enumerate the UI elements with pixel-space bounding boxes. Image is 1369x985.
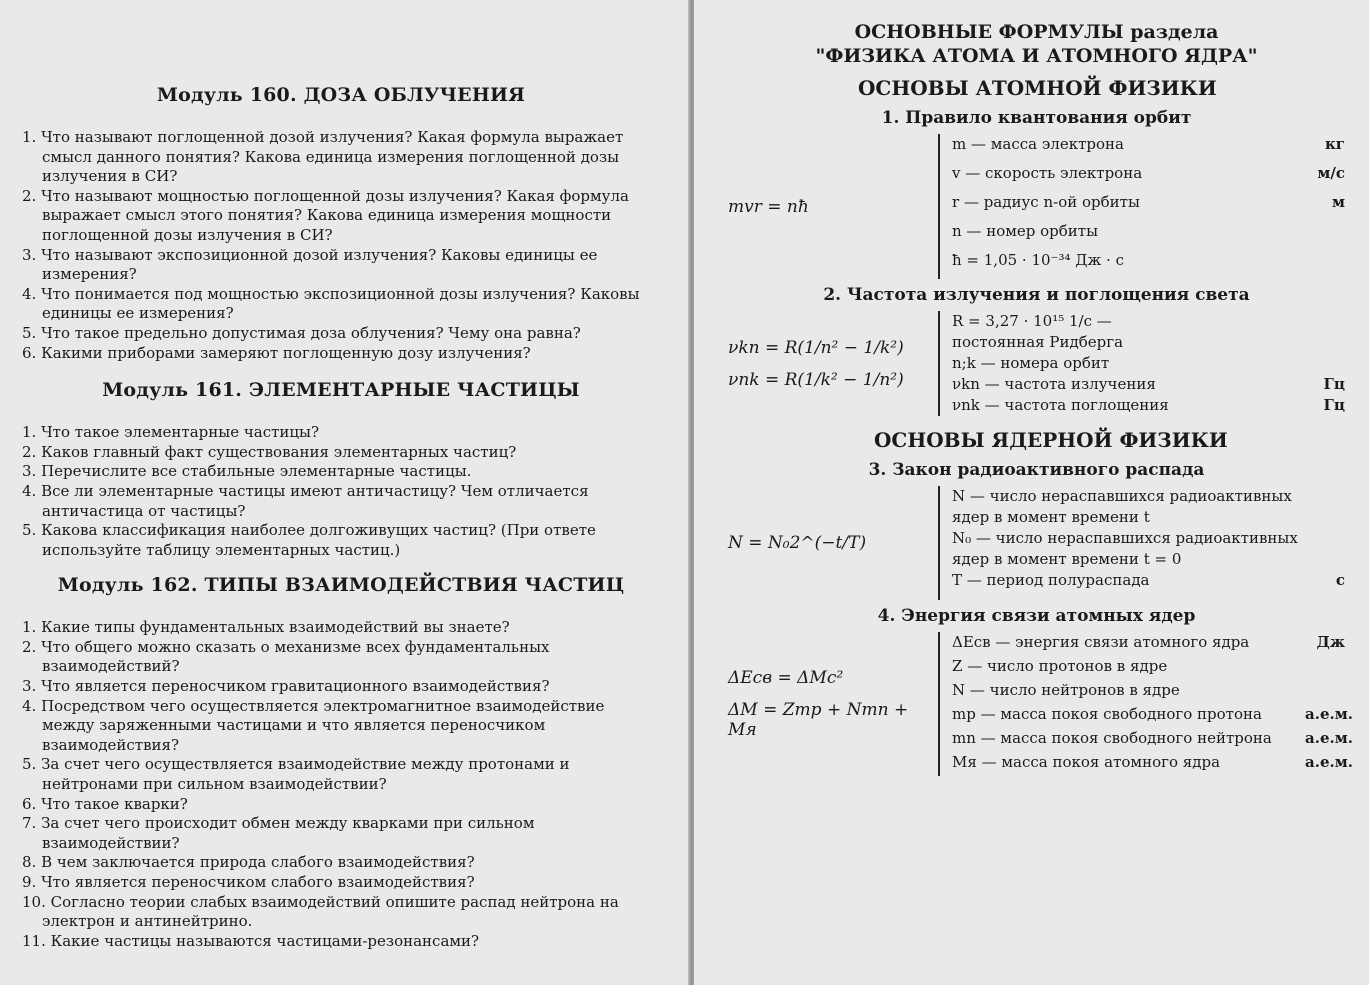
legend-unit: кг [1324,135,1345,153]
f4-formula-energy: ΔEсв = ΔMc² [728,668,844,688]
question: 7. За счет чего происходит обмен между кварками при сильном взаимодействии? [22,814,535,852]
legend-row [952,752,1353,776]
legend-text: N₀ — число нераспавшихся радиоактивных ядер в момент времени t = 0 [952,529,1298,568]
legend-row [952,486,1345,528]
module-162-questions [22,618,660,951]
question: 8. В чем заключается природа слабого взаимодействия? [22,853,475,872]
legend-row [952,311,1345,332]
legend-text: n;k — номера орбит [952,354,1110,372]
f3-heading: 3. Закон радиоактивного распада [868,460,1205,480]
legend-row [952,163,1345,192]
question: 4. Что понимается под мощностью экспозиционной дозы излучения? Каковы единицы ее измерения? [22,284,640,323]
legend-text: N — число нераспавшихся радиоактивных ядер в момент времени t [952,487,1292,526]
legend-text: v — скорость электрона [952,164,1143,182]
legend-text: постоянная Ридберга [952,333,1124,351]
section-nuclear-title: ОСНОВЫ ЯДЕРНОЙ ФИЗИКИ [874,428,1228,452]
question: 1. Что такое элементарные частицы? [22,423,320,442]
f4-heading: 4. Энергия связи атомных ядер [877,606,1196,626]
question: 6. Какими приборами замеряют поглощенную дозу излучения? [22,343,531,362]
question: 5. Какова классификация наиболее долгоживущих частиц? (При ответе используйте таблицу элементарных частиц.) [22,521,596,559]
right-page [694,0,1369,985]
formulas-title-line1: ОСНОВНЫЕ ФОРМУЛЫ раздела [854,21,1219,43]
question: 9. Что является переносчиком слабого взаимодействия? [22,873,475,891]
legend-unit: Гц [1323,375,1345,393]
f2-heading: 2. Частота излучения и поглощения света [823,285,1250,305]
module-161 [22,379,660,560]
legend-text: n — номер орбиты [952,222,1099,240]
legend-row [952,374,1345,395]
legend-text: N — число нейтронов в ядре [952,681,1180,699]
legend-unit [1305,332,1345,353]
legend-row [952,704,1353,728]
legend-row [952,680,1345,704]
f3-block [728,486,1345,600]
legend-text: m — масса электрона [952,135,1124,153]
f2-block [728,311,1345,416]
question: 1. Что называют поглощенной дозой излучения? Какая формула выражает смысл данного понятия? Какова единица измерения поглощенной дозы излучения в СИ? [22,128,624,186]
f2-formula-absorption: νnk = R(1/k² − 1/n²) [728,369,904,390]
legend-text: mp — масса покоя свободного протона [952,705,1262,723]
f4-block [728,632,1353,776]
legend-text: R = 3,27 · 10¹⁵ 1/с — [952,312,1112,330]
question: 11. Какие частицы называются частицами-резонансами? [22,931,480,950]
module-160-questions [22,128,660,363]
f1-formula: mvr = nħ [728,196,809,217]
legend-unit: Дж [1316,633,1345,651]
f3-legend [938,486,1345,600]
legend-row [952,570,1345,600]
question: 2. Что общего можно сказать о механизме всех фундаментальных взаимодействий? [22,637,550,676]
legend-unit [1305,680,1345,704]
legend-row [952,134,1345,163]
legend-text: T — период полураспада [952,571,1150,589]
legend-row [952,395,1345,416]
legend-text: Mя — масса покоя атомного ядра [952,753,1221,771]
legend-row [952,656,1345,680]
legend-unit [1305,221,1345,250]
question: 3. Что является переносчиком гравитационного взаимодействия? [22,677,550,696]
legend-text: Z — число протонов в ядре [952,657,1168,675]
legend-unit [1305,353,1345,374]
legend-text: ħ = 1,05 · 10⁻³⁴ Дж · с [952,251,1124,269]
legend-unit: м [1331,193,1345,211]
module-160 [22,84,660,363]
question: 4. Посредством чего осуществляется электромагнитное взаимодействие между заряженными частицами и что является переносчиком взаимодействия? [22,696,605,754]
legend-row [952,332,1345,353]
f2-formula-area [728,311,938,416]
f1-heading: 1. Правило квантования орбит [881,108,1192,128]
f3-formula-area [728,486,938,600]
legend-text: mn — масса покоя свободного нейтрона [952,729,1272,747]
legend-text: ΔEсв — энергия связи атомного ядра [952,633,1250,651]
legend-row [952,192,1345,221]
question: 5. За счет чего осуществляется взаимодействие между протонами и нейтронами при сильном взаимодействии? [22,755,570,794]
question: 6. Что такое кварки? [22,794,188,813]
f2-formula-emission: νkn = R(1/n² − 1/k²) [728,337,904,358]
question: 2. Что называют мощностью поглощенной дозы излучения? Какая формула выражает смысл этого понятия? Какова единица измерения мощности поглощенной дозы излучения в СИ? [22,186,629,244]
f1-block [728,134,1345,279]
legend-unit: Гц [1323,396,1345,414]
legend-unit [1305,486,1345,528]
f2-legend [938,311,1345,416]
module-162 [22,574,660,951]
legend-unit [1305,311,1345,332]
question: 1. Какие типы фундаментальных взаимодействий вы знаете? [22,618,510,637]
f4-legend [938,632,1353,776]
legend-text: νnk — частота поглощения [952,396,1169,414]
legend-unit: с [1335,571,1345,589]
legend-unit [1305,656,1345,680]
legend-row [952,221,1345,250]
question: 3. Что называют экспозиционной дозой излучения? Каковы единицы ее измерения? [22,245,598,284]
f3-formula: N = N₀2^(−t/T) [728,533,867,553]
module-161-title: Модуль 161. ЭЛЕМЕНТАРНЫЕ ЧАСТИЦЫ [102,379,580,402]
question: 2. Каков главный факт существования элементарных частиц? [22,442,517,461]
question: 10. Согласно теории слабых взаимодействий опишите распад нейтрона на электрон и антинейтрино. [22,892,619,931]
module-160-title: Модуль 160. ДОЗА ОБЛУЧЕНИЯ [156,84,526,106]
legend-unit: м/с [1317,164,1345,182]
legend-row [952,632,1345,656]
legend-row [952,250,1345,279]
legend-unit [1305,528,1345,570]
f4-formula-area [728,632,938,776]
module-161-questions [22,423,660,560]
formulas-title-line2: "ФИЗИКА АТОМА И АТОМНОГО ЯДРА" [815,45,1258,67]
legend-unit: а.е.м. [1305,729,1353,747]
module-162-title: Модуль 162. ТИПЫ ВЗАИМОДЕЙСТВИЯ ЧАСТИЦ [57,574,625,597]
legend-row [952,728,1353,752]
legend-unit [1305,250,1345,279]
question: 4. Все ли элементарные частицы имеют античастицу? Чем отличается античастица от частицы? [22,481,589,520]
legend-row [952,353,1345,374]
legend-unit: а.е.м. [1305,705,1353,723]
question: 3. Перечислите все стабильные элементарные частицы. [22,462,472,481]
question: 5. Что такое предельно допустимая доза облучения? Чему она равна? [22,323,581,342]
legend-row [952,528,1345,570]
legend-text: νkn — частота излучения [952,375,1156,393]
legend-text: r — радиус n-ой орбиты [952,193,1140,211]
f4-formula-mass-defect: ΔM = Zmp + Nmn + Mя [728,700,909,740]
legend-unit: а.е.м. [1305,753,1353,771]
f1-formula-area [728,134,938,279]
f1-legend [938,134,1345,279]
section-atomic-title: ОСНОВЫ АТОМНОЙ ФИЗИКИ [858,76,1217,100]
